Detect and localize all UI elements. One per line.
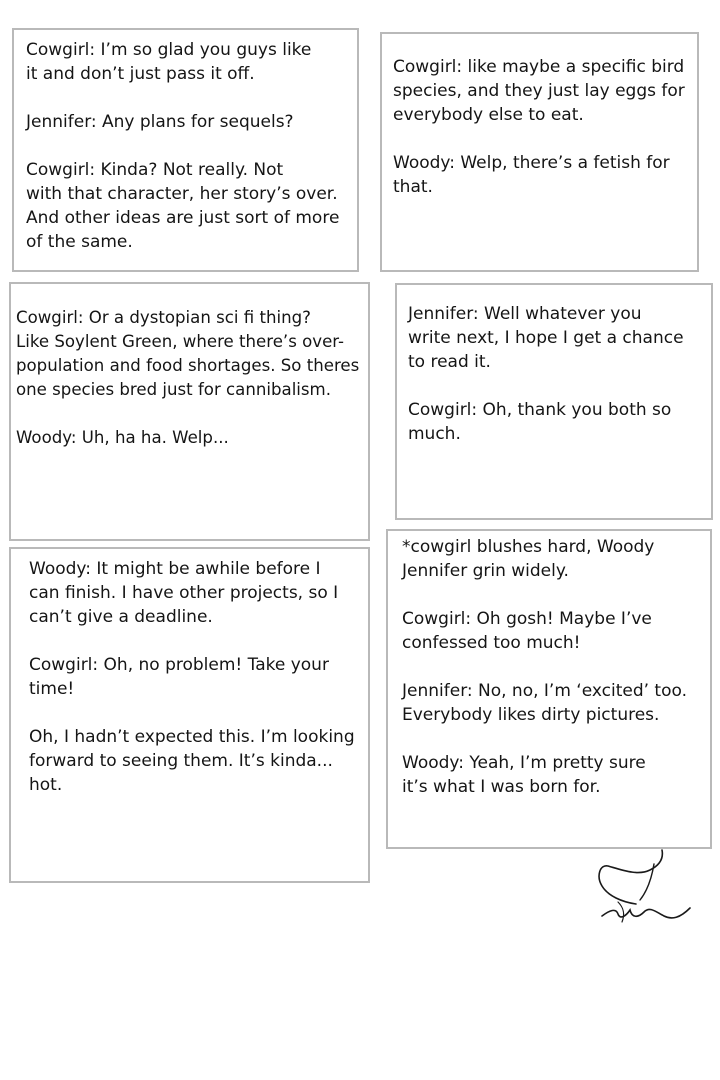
- panel-4-dialogue: Jennifer: Well whatever you write next, I hope I get a chance to read it. Cowgirl: Oh, thank you both so much.: [408, 304, 684, 444]
- panel-3-dialogue: Cowgirl: Or a dystopian sci fi thing? Like Soylent Green, where there’s over- population and food shortages. So theres one species bred just for cannibalism. Woody: Uh, ha ha. Welp...: [16, 308, 360, 447]
- panel-6-dialogue: *cowgirl blushes hard, Woody Jennifer grin widely. Cowgirl: Oh gosh! Maybe I’ve confessed too much! Jennifer: No, no, I’m ‘excited’ too. Everybody likes dirty pictures. Woody: Yeah, I’m pretty sure it’s what I was born for.: [402, 537, 687, 797]
- signature-doodle-icon: [592, 846, 696, 928]
- panel-2-dialogue: Cowgirl: like maybe a specific bird species, and they just lay eggs for everybody else to eat. Woody: Welp, there’s a fetish for that.: [393, 57, 685, 197]
- panel-5-dialogue: Woody: It might be awhile before I can finish. I have other projects, so I can’t give a deadline. Cowgirl: Oh, no problem! Take your time! Oh, I hadn’t expected this. I’m looking forward to seeing them. It’s kinda... hot.: [29, 559, 355, 795]
- panel-1-dialogue: Cowgirl: I’m so glad you guys like it and don’t just pass it off. Jennifer: Any plans for sequels? Cowgirl: Kinda? Not really. Not with that character, her story’s over. And other ideas are just sort of more of the same.: [26, 40, 340, 252]
